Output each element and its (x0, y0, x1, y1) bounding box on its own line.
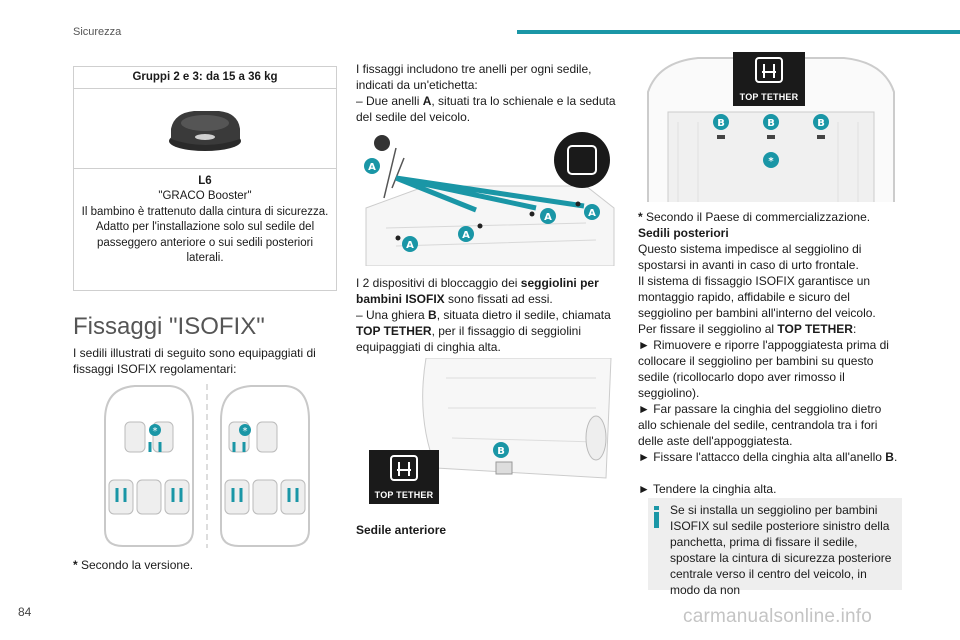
model-desc-2: Adatto per l'installazione solo sul sedile del passeggero anteriore o sui sedili posteriori laterali. (95, 221, 315, 265)
p3-pre: I 2 dispositivi di bloccaggio dei (356, 276, 521, 290)
top-tether-label: TOP TETHER (374, 490, 434, 500)
p3-bold: seggiolini per bambini ISOFIX (356, 276, 599, 306)
fig-caption-front-seat: Sedile anteriore (356, 523, 447, 537)
watermark: carmanualsonline.info (683, 606, 873, 627)
p2-bold: A (422, 94, 432, 108)
col2-p4 (356, 307, 618, 355)
col3-p1: Questo sistema impedisce al seggiolino di spostarsi in avanti in caso di urto frontale. (638, 242, 862, 272)
footnote-star: * (638, 210, 643, 224)
table-header: Gruppi 2 e 3: da 15 a 36 kg (74, 67, 336, 89)
table-body (74, 169, 336, 271)
car-outline-right (221, 386, 309, 546)
p2-pre: – Due anelli (356, 94, 423, 108)
child-seat-anchor-icon (733, 52, 805, 88)
footnote-text: Secondo la versione. (77, 558, 194, 572)
section-title: Sicurezza (73, 26, 122, 38)
child-seat-anchor-icon (369, 450, 439, 486)
info-icon (652, 506, 661, 528)
p3-bold: TOP TETHER (777, 322, 853, 336)
col3-p3 (638, 321, 900, 337)
step-3 (638, 449, 900, 465)
svg-text:B: B (817, 118, 825, 129)
p4-bold-tether: TOP TETHER (356, 324, 432, 338)
p4-pre: – Una ghiera (356, 308, 429, 322)
isofix-intro: I sedili illustrati di seguito sono equipaggiati di fissaggi ISOFIX regolamentari: (73, 346, 316, 376)
p4-post: , per il fissaggio di seggiolini equipaggiati di cinghia alta. (356, 324, 581, 354)
model-name: "GRACO Booster" (158, 190, 252, 203)
svg-text:*: * (768, 156, 774, 167)
footnote-star: * (73, 558, 78, 572)
col3-p2: Il sistema di fissaggio ISOFIX garantisce un montaggio rapido, affidabile e sicuro del seggiolino per bambini all'interno del veicolo. (638, 274, 876, 320)
model-desc-1: Il bambino è trattenuto dalla cintura di sicurezza. (81, 205, 329, 218)
isofix-seats-diagram (95, 380, 320, 552)
p3-post: : (852, 322, 857, 336)
step3-pre: ► Fissare l'attacco della cinghia alta all'anello (638, 450, 886, 464)
booster-seat-image (74, 89, 336, 169)
info-text: Se si installa un seggiolino per bambini ISOFIX sul sedile posteriore sinistro della panchetta, prima di fissare il sedile, spostare la cintura di sicurezza posteriore centrale verso il centro del veicolo, in modo da non (670, 503, 892, 597)
step3-post: . (893, 450, 898, 464)
step-2: ► Far passare la cinghia del seggiolino dietro allo schienale del sedile, centrandola tra i fori delle aste dell'appoggiatesta. (638, 402, 882, 448)
table-image-row (74, 89, 336, 169)
col2-p3 (356, 275, 618, 307)
svg-text:*: * (152, 426, 158, 437)
svg-text:A: A (368, 162, 376, 173)
top-tether-label: TOP TETHER (739, 92, 799, 102)
rear-seats-heading: Sedili posteriori (638, 226, 729, 240)
svg-text:B: B (497, 446, 505, 457)
header-accent-bar (517, 30, 960, 34)
svg-text:A: A (406, 240, 414, 251)
p2-post: , situati tra lo schienale e la seduta del sedile del veicolo. (356, 94, 616, 124)
svg-text:A: A (544, 212, 552, 223)
step3-bold: B (885, 450, 894, 464)
svg-text:*: * (242, 426, 248, 437)
svg-text:B: B (717, 118, 725, 129)
col1-footnote (73, 557, 337, 573)
p4-bold-b: B (428, 308, 437, 322)
p3-pre: Per fissare il seggiolino al (638, 322, 778, 336)
car-outline-left (105, 386, 193, 546)
isofix-heading: Fissaggi "ISOFIX" (73, 313, 265, 340)
col2-p2 (356, 93, 618, 125)
isofix-rings-diagram (356, 128, 618, 266)
model-code: L6 (198, 175, 212, 187)
p4-mid: , situata dietro il sedile, chiamata (436, 308, 611, 322)
page-number: 84 (18, 605, 32, 619)
step-1: ► Rimuovere e riporre l'appoggiatesta prima di collocare il seggiolino per bambini su questo sedile (ricollocarlo dopo aver rimosso il seggiolino). (638, 338, 889, 400)
child-seat-table (73, 66, 337, 291)
svg-text:A: A (462, 230, 470, 241)
svg-text:B: B (767, 118, 775, 129)
top-tether-logo-rear (733, 52, 805, 106)
svg-text:A: A (588, 208, 596, 219)
col3-footnote (638, 209, 904, 225)
col2-p1: I fissaggi includono tre anelli per ogni sedile, indicati da un'etichetta: (356, 62, 592, 92)
step-4: ► Tendere la cinghia alta. (638, 482, 777, 496)
footnote-text: Secondo il Paese di commercializzazione. (642, 210, 871, 224)
p3-post: sono fissati ad essi. (444, 292, 553, 306)
top-tether-logo-front (369, 450, 439, 504)
